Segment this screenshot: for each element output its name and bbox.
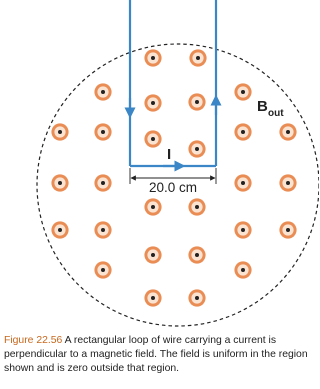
field-dot xyxy=(188,246,205,263)
field-dot xyxy=(234,123,251,140)
field-dot xyxy=(189,49,206,66)
field-dot xyxy=(234,261,251,278)
field-dot xyxy=(234,174,251,191)
field-dot xyxy=(51,221,68,238)
caption-label: Figure 22.56 xyxy=(4,335,63,346)
field-dot xyxy=(234,221,251,238)
field-dot xyxy=(279,221,296,238)
field-label-subscript: out xyxy=(268,108,284,119)
field-dot xyxy=(94,261,111,278)
figure-caption xyxy=(4,334,315,377)
field-dot xyxy=(279,174,296,191)
field-label xyxy=(257,98,284,119)
field-dot xyxy=(188,289,205,306)
field-dot xyxy=(188,198,205,215)
current-label: I xyxy=(167,146,172,163)
wire-loop xyxy=(130,0,216,166)
field-label-main: B xyxy=(257,98,268,115)
field-dot xyxy=(144,130,161,147)
field-dot xyxy=(144,49,161,66)
field-dot xyxy=(234,83,251,100)
caption-text: A rectangular loop of wire carrying a current is perpendicular to a magnetic field. The field is uniform in the region shown and is zero outside that region. xyxy=(4,335,308,375)
field-dot xyxy=(94,123,111,140)
field-dot xyxy=(51,123,68,140)
field-dot xyxy=(188,93,205,110)
field-dot xyxy=(94,221,111,238)
field-dot xyxy=(188,140,205,157)
field-dot xyxy=(94,83,111,100)
field-dot xyxy=(144,198,161,215)
dimension-label: 20.0 cm xyxy=(148,180,198,195)
field-dot xyxy=(144,246,161,263)
field-dot xyxy=(51,174,68,191)
field-dot xyxy=(144,94,161,111)
field-dot xyxy=(94,174,111,191)
field-dot xyxy=(279,123,296,140)
field-dot xyxy=(144,289,161,306)
